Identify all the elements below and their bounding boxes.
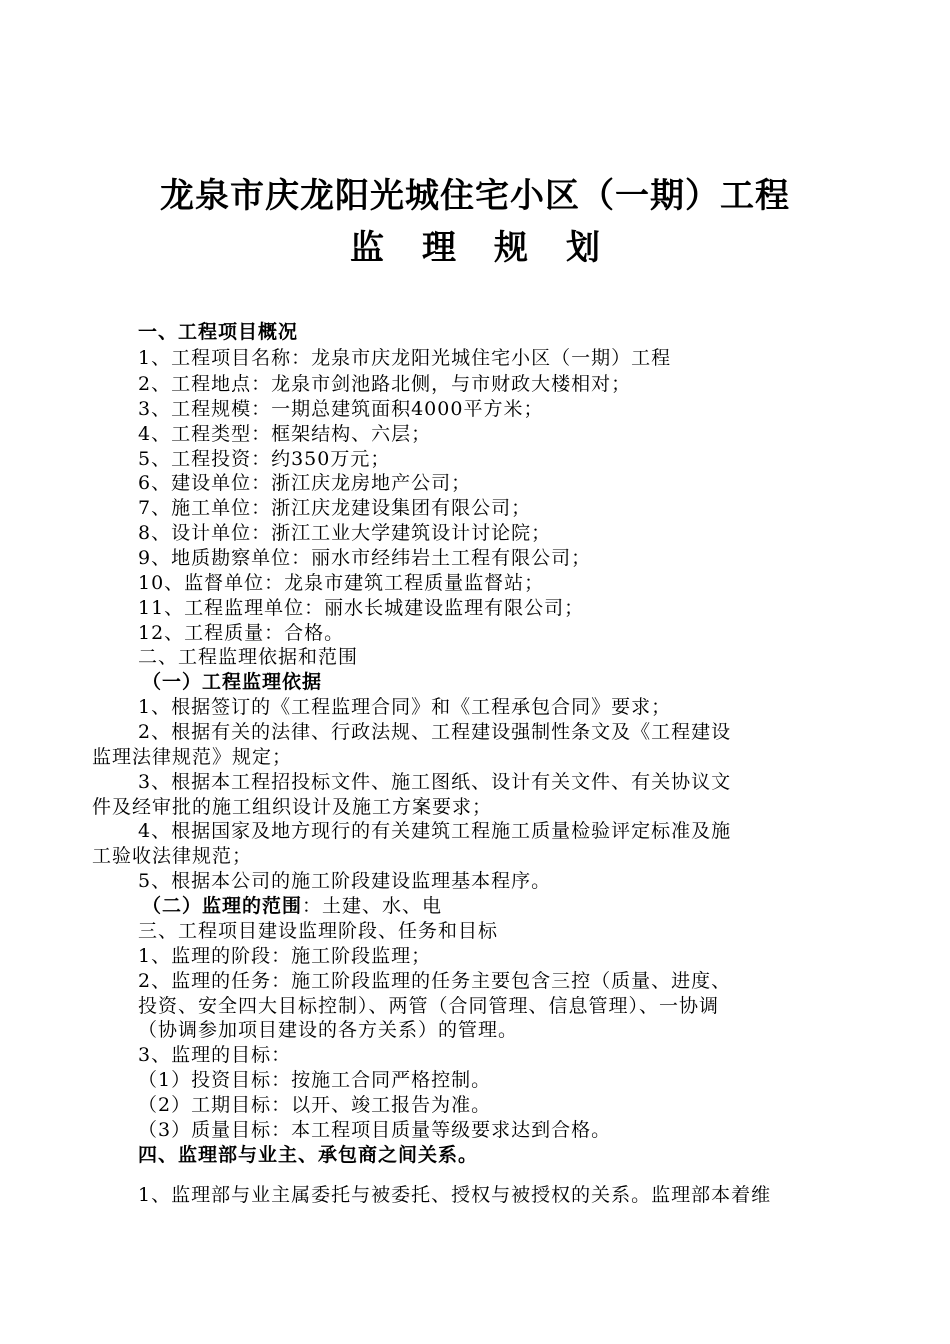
paragraph-line: 5、根据本公司的施工阶段建设监理基本程序。 [138, 870, 552, 892]
paragraph-line: 10、监督单位：龙泉市建筑工程质量监督站； [138, 572, 545, 594]
paragraph-line: 3、监理的目标： [138, 1044, 292, 1066]
paragraph-line: 11、工程监理单位：丽水长城建设监理有限公司； [138, 597, 585, 619]
paragraph-line: （协调参加项目建设的各方关系）的管理。 [138, 1019, 519, 1041]
paragraph-line: 监理法律规范》规定； [92, 746, 293, 768]
section-heading-2: 二、工程监理依据和范围 [138, 646, 359, 668]
paragraph-line: 1、监理的阶段：施工阶段监理； [138, 945, 432, 967]
paragraph-line: 2、监理的任务：施工阶段监理的任务主要包含三控（质量、进度、 [138, 970, 732, 992]
paragraph-line: 5、工程投资：约350万元； [138, 448, 391, 470]
paragraph-line: 投资、安全四大目标控制）、两管（合同管理、信息管理）、一协调 [138, 995, 720, 1017]
section-heading-3: 三、工程项目建设监理阶段、任务和目标 [138, 920, 499, 942]
paragraph-line: 7、施工单位：浙江庆龙建设集团有限公司； [138, 497, 532, 519]
paragraph-line: （2）工期目标：以开、竣工报告为准。 [138, 1094, 492, 1116]
document-subtitle: 监理规划 [350, 228, 638, 268]
subsection-line [142, 894, 442, 918]
paragraph-line: 1、工程项目名称：龙泉市庆龙阳光城住宅小区（一期）工程 [138, 347, 672, 369]
paragraph-line: 2、根据有关的法律、行政法规、工程建设强制性条文及《工程建设 [138, 721, 732, 743]
paragraph-line: 工验收法律规范； [92, 845, 253, 867]
paragraph-line: 9、地质勘察单位：丽水市经纬岩土工程有限公司； [138, 547, 592, 569]
subsection-heading: （二）监理的范围 [142, 895, 303, 917]
subsection-heading: （一）工程监理依据 [142, 671, 323, 693]
paragraph-line: （1）投资目标：按施工合同严格控制。 [138, 1069, 492, 1091]
paragraph-line: 4、根据国家及地方现行的有关建筑工程施工质量检验评定标准及施 [138, 820, 732, 842]
paragraph-line: 4、工程类型：框架结构、六层； [138, 423, 432, 445]
section-heading-1: 一、工程项目概况 [138, 321, 299, 343]
paragraph-line: 2、工程地点：龙泉市剑池路北侧，与市财政大楼相对； [138, 373, 632, 395]
paragraph-line: 3、工程规模：一期总建筑面积4000平方米； [138, 398, 544, 420]
paragraph-line: 12、工程质量：合格。 [138, 622, 345, 644]
paragraph-line: （3）质量目标：本工程项目质量等级要求达到合格。 [138, 1119, 612, 1141]
paragraph-line: 1、根据签订的《工程监理合同》和《工程承包合同》要求； [138, 696, 672, 718]
subsection-text: ：土建、水、电 [302, 895, 443, 917]
paragraph-line: 8、设计单位：浙江工业大学建筑设计讨论院； [138, 522, 552, 544]
paragraph-line: 3、根据本工程招投标文件、施工图纸、设计有关文件、有关协议文 [138, 771, 732, 793]
paragraph-line: 1、监理部与业主属委托与被委托、授权与被授权的关系。监理部本着维 [138, 1184, 772, 1206]
section-heading-4: 四、监理部与业主、承包商之间关系。 [138, 1144, 479, 1166]
document-title: 龙泉市庆龙阳光城住宅小区（一期）工程 [160, 176, 790, 216]
paragraph-line: 件及经审批的施工组织设计及施工方案要求； [92, 796, 493, 818]
paragraph-line: 6、建设单位：浙江庆龙房地产公司； [138, 472, 472, 494]
